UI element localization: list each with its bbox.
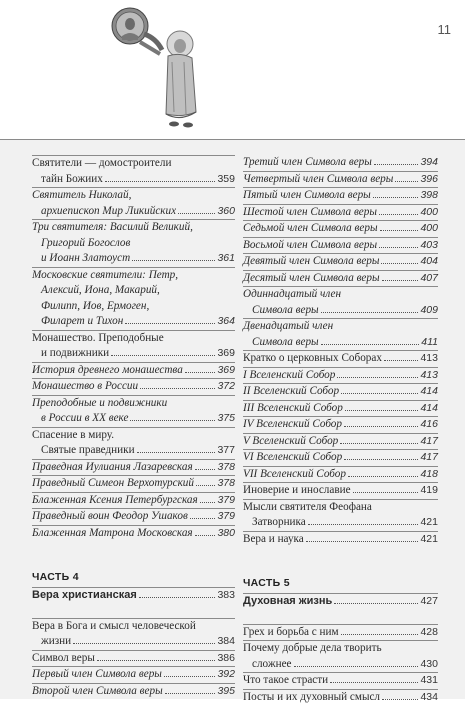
toc-page-number: 416 — [420, 417, 438, 433]
toc-entry-row — [243, 401, 438, 417]
toc-entry-title: Посты и их духовный смысл — [243, 690, 380, 705]
toc-page-number: 384 — [217, 634, 235, 650]
toc-page-number: 434 — [420, 690, 438, 705]
toc-entry-title: IV Вселенский Собор — [243, 417, 342, 433]
toc-entry-title: тайн Божиих — [41, 172, 103, 188]
toc-entry-title: Алексий, Иона, Макарий, — [32, 283, 235, 299]
toc-entry-title: Грех и борьба с ним — [243, 625, 339, 641]
toc-entry — [32, 267, 235, 330]
dot-leader — [379, 238, 418, 248]
toc-entry — [243, 400, 438, 417]
toc-entry-row — [243, 303, 438, 319]
dot-leader — [341, 625, 419, 635]
toc-entry — [243, 318, 438, 350]
toc-entry-title: VII Вселенский Собор — [243, 467, 346, 483]
toc-entry-title: Московские святители: Петр, — [32, 268, 235, 284]
toc-entry-title: сложнее — [252, 657, 292, 673]
part-title-text: Духовная жизнь — [243, 594, 332, 610]
toc-page-number: 400 — [420, 205, 438, 221]
toc-entry-title: Три святителя: Василий Великий, — [32, 220, 235, 236]
saint-with-icon-illustration — [100, 4, 220, 136]
dot-leader — [196, 476, 215, 486]
toc-entry-row — [243, 515, 438, 531]
part-label: ЧАСТЬ 5 — [243, 577, 438, 589]
toc-entry-row — [32, 411, 235, 427]
toc-entry-row — [243, 368, 438, 384]
dot-leader — [97, 651, 216, 661]
toc-entry — [243, 270, 438, 287]
toc-entry — [32, 683, 235, 700]
dot-leader — [348, 467, 419, 477]
toc-entry-row — [243, 335, 438, 351]
toc-entry-title: Первый член Символа веры — [32, 667, 162, 683]
toc-entry-row — [32, 651, 235, 667]
dot-leader — [105, 172, 216, 182]
toc-page-number: 398 — [420, 188, 438, 204]
toc-entry-title: Филарет и Тихон — [41, 314, 123, 330]
dot-leader — [321, 303, 419, 313]
toc-entry-row — [243, 205, 438, 221]
part-spacer — [32, 541, 235, 571]
toc-entry-row — [32, 526, 235, 542]
toc-entry-title: Святители — домостроители — [32, 156, 235, 172]
dot-leader — [384, 351, 419, 361]
toc-entry — [243, 449, 438, 466]
toc-page-number: 413 — [420, 368, 438, 384]
toc-entry-row — [243, 467, 438, 483]
dot-leader — [195, 526, 216, 536]
toc-entry-title: Что такое страсти — [243, 673, 328, 689]
dot-leader — [382, 271, 419, 281]
toc-entry-title: Двенадцатый член — [243, 319, 438, 335]
toc-entry — [32, 525, 235, 542]
dot-leader — [308, 515, 419, 525]
toc-entry-row — [32, 588, 235, 604]
toc-entry-title: Монашество в России — [32, 379, 138, 395]
toc-entry-title: Иноверие и инославие — [243, 483, 351, 499]
toc-entry-title: II Вселенский Собор — [243, 384, 339, 400]
toc-entry-row — [243, 155, 438, 171]
dot-leader — [379, 205, 419, 215]
toc-page-number: 430 — [420, 657, 438, 673]
toc-entry-title: Девятый член Символа веры — [243, 254, 379, 270]
toc-page-number: 431 — [420, 673, 438, 689]
toc-entry-title: История древнего монашества — [32, 363, 183, 379]
dot-leader — [185, 363, 216, 373]
toc-entry-title: Преподобные и подвижники — [32, 396, 235, 412]
toc-entry-title: и Иоанн Златоуст — [41, 251, 130, 267]
toc-entry-row — [243, 172, 438, 188]
dot-leader — [111, 346, 215, 356]
toc-entry-row — [32, 634, 235, 650]
toc-entry — [243, 416, 438, 433]
toc-entry-title: Одиннадцатый член — [243, 287, 438, 303]
toc-page-number: 421 — [420, 532, 438, 548]
toc-entry — [243, 383, 438, 400]
toc-entry-row — [32, 493, 235, 509]
toc-page-number: 427 — [420, 594, 438, 610]
toc-page-number: 383 — [217, 588, 235, 604]
toc-entry — [32, 155, 235, 187]
toc-entry-title: Праведный воин Феодор Ушаков — [32, 509, 188, 525]
toc-entry — [243, 253, 438, 270]
toc-entry — [243, 155, 438, 171]
toc-entry-title: Праведный Симеон Верхотурский — [32, 476, 194, 492]
toc-page-number: 396 — [420, 172, 438, 188]
toc-entry-row — [243, 188, 438, 204]
toc-entry — [243, 204, 438, 221]
toc-page-number: 403 — [420, 238, 438, 254]
part-title-text: Вера христианская — [32, 588, 137, 604]
toc-page-number: 413 — [420, 351, 438, 367]
dot-leader — [294, 657, 419, 667]
toc-entry-row — [243, 673, 438, 689]
toc-entry — [243, 624, 438, 641]
toc-entry-row — [243, 657, 438, 673]
toc-entry-row — [32, 460, 235, 476]
toc-entry-row — [243, 625, 438, 641]
toc-page-number: 372 — [217, 379, 235, 395]
toc-page-number: 364 — [217, 314, 235, 330]
toc-page-number: 407 — [420, 271, 438, 287]
page-number: 11 — [438, 22, 452, 37]
toc-entry-row — [32, 684, 235, 700]
toc-entry-title: и подвижники — [41, 346, 109, 362]
dot-leader — [353, 483, 419, 493]
toc-entry — [32, 492, 235, 509]
dot-leader — [334, 594, 418, 604]
part-label: ЧАСТЬ 4 — [32, 571, 235, 583]
dot-leader — [139, 588, 216, 598]
toc-entry-row — [32, 314, 235, 330]
dot-leader — [382, 690, 418, 700]
toc-entry-row — [32, 667, 235, 683]
toc-entry-title: Четвертый член Символа веры — [243, 172, 393, 188]
toc-entry-title: Восьмой член Символа веры — [243, 238, 377, 254]
toc-entry-title: Символа веры — [252, 303, 319, 319]
toc-page-number: 361 — [217, 251, 235, 267]
toc-page-number: 369 — [217, 363, 235, 379]
toc-page-number: 379 — [217, 509, 235, 525]
toc-entry-title: I Вселенский Собор — [243, 368, 335, 384]
toc-entry-row — [243, 690, 438, 705]
dot-leader — [178, 204, 215, 214]
toc-entry-title: Праведная Иулиания Лазаревская — [32, 460, 193, 476]
toc-entry-title: Мысли святителя Феофана — [243, 500, 438, 516]
toc-page-number: 369 — [217, 346, 235, 362]
toc-entry — [32, 618, 235, 650]
dot-leader — [344, 450, 418, 460]
toc-entry-row — [32, 476, 235, 492]
toc-entry-title: Седьмой член Символа веры — [243, 221, 378, 237]
toc-entry-title: Святитель Николай, — [32, 188, 235, 204]
dot-leader — [130, 411, 215, 421]
toc-page-number: 414 — [420, 384, 438, 400]
toc-entry-title: Спасение в миру. — [32, 428, 235, 444]
toc-page-number: 375 — [217, 411, 235, 427]
part-title — [243, 593, 438, 610]
dot-leader — [73, 634, 215, 644]
toc-entry-title: Монашество. Преподобные — [32, 331, 235, 347]
toc-right-column — [243, 155, 438, 705]
toc-page-number: 379 — [217, 493, 235, 509]
toc-page-number: 417 — [420, 434, 438, 450]
toc-entry — [243, 640, 438, 672]
dot-leader — [195, 460, 216, 470]
toc-entry-title: Кратко о церковных Соборах — [243, 351, 382, 367]
toc-entry — [32, 219, 235, 267]
toc-entry-title: Святые праведники — [41, 443, 135, 459]
dot-leader — [374, 155, 419, 165]
dot-leader — [380, 221, 419, 231]
toc-page-number: 359 — [217, 172, 235, 188]
toc-entry-row — [243, 351, 438, 367]
toc-entry-title: Третий член Символа веры — [243, 155, 372, 171]
toc-entry-title: Символ веры — [32, 651, 95, 667]
dot-leader — [200, 493, 216, 503]
toc-page-number: 378 — [217, 460, 235, 476]
toc-entry — [243, 171, 438, 188]
toc-entry — [32, 475, 235, 492]
dot-leader — [164, 667, 216, 677]
toc-entry — [32, 650, 235, 667]
part-spacer — [243, 610, 438, 624]
toc-entry — [243, 187, 438, 204]
toc-entry-title: Символа веры — [252, 335, 319, 351]
toc-entry-row — [32, 379, 235, 395]
toc-entry-title: в России в XX веке — [41, 411, 128, 427]
toc-entry — [243, 220, 438, 237]
toc-entry-row — [243, 483, 438, 499]
toc-page-number: 380 — [217, 526, 235, 542]
toc-page-number: 392 — [217, 667, 235, 683]
toc-entry-row — [32, 251, 235, 267]
toc-page-number: 409 — [420, 303, 438, 319]
toc-page-number: 428 — [420, 625, 438, 641]
dot-leader — [306, 532, 419, 542]
part-title — [32, 587, 235, 604]
toc-page-number: 400 — [420, 221, 438, 237]
toc-entry — [32, 666, 235, 683]
toc-entry-title: Затворника — [252, 515, 306, 531]
toc-entry-row — [243, 384, 438, 400]
toc-entry-row — [243, 254, 438, 270]
toc-entry-title: Десятый член Символа веры — [243, 271, 380, 287]
dot-leader — [321, 335, 420, 345]
header-rule — [0, 139, 465, 140]
toc-page-number: 411 — [421, 335, 438, 351]
toc-page-number: 417 — [420, 450, 438, 466]
toc-entry-row — [243, 271, 438, 287]
toc-page-number: 394 — [420, 155, 438, 171]
dot-leader — [125, 314, 215, 324]
dot-leader — [330, 673, 418, 683]
toc-page-number: 395 — [217, 684, 235, 700]
toc-page-number: 386 — [217, 651, 235, 667]
dot-leader — [137, 443, 216, 453]
toc-entry — [32, 508, 235, 525]
toc-entry — [32, 427, 235, 459]
toc-entry — [243, 531, 438, 548]
toc-page-number: 414 — [420, 401, 438, 417]
toc-page-number: 404 — [420, 254, 438, 270]
dot-leader — [344, 417, 418, 427]
toc-entry-row — [32, 204, 235, 220]
toc-entry — [243, 350, 438, 367]
toc-entry-row — [243, 532, 438, 548]
toc-entry-title: VI Вселенский Собор — [243, 450, 342, 466]
toc-page-number: 418 — [420, 467, 438, 483]
toc-entry — [243, 482, 438, 499]
toc-entry-row — [243, 594, 438, 610]
dot-leader — [381, 254, 418, 264]
part-spacer — [32, 604, 235, 618]
toc-entry — [243, 433, 438, 450]
toc-entry-row — [32, 172, 235, 188]
toc-entry-title: Филипп, Иов, Ермоген, — [32, 299, 235, 315]
toc-entry-title: Второй член Символа веры — [32, 684, 163, 700]
dot-leader — [190, 509, 216, 519]
toc-page-number: 419 — [420, 483, 438, 499]
toc-entry-title: Блаженная Ксения Петербургская — [32, 493, 198, 509]
toc-entry-title: Вера и наука — [243, 532, 304, 548]
toc-entry — [243, 367, 438, 384]
dot-leader — [340, 434, 418, 444]
toc-entry-row — [243, 450, 438, 466]
toc-entry — [243, 237, 438, 254]
toc-entry-title: Почему добрые дела творить — [243, 641, 438, 657]
toc-entry — [243, 672, 438, 689]
toc-entry-title: Шестой член Символа веры — [243, 205, 377, 221]
toc-entry — [243, 689, 438, 705]
toc-entry — [32, 362, 235, 379]
dot-leader — [165, 684, 216, 694]
dot-leader — [341, 384, 418, 394]
toc-entry-row — [243, 417, 438, 433]
toc-entry-row — [32, 509, 235, 525]
toc-entry-title: Пятый член Символа веры — [243, 188, 371, 204]
toc-entry-row — [243, 238, 438, 254]
toc-entry — [32, 330, 235, 362]
toc-page-number: 378 — [217, 476, 235, 492]
toc-entry-row — [32, 443, 235, 459]
toc-entry-row — [243, 221, 438, 237]
toc-entry-title: Блаженная Матрона Московская — [32, 526, 193, 542]
toc-page-number: 377 — [217, 443, 235, 459]
toc-entry-title: III Вселенский Собор — [243, 401, 343, 417]
toc-entry — [32, 459, 235, 476]
toc-entry-title: архиепископ Мир Ликийских — [41, 204, 176, 220]
toc-entry-title: V Вселенский Собор — [243, 434, 338, 450]
toc-entry — [32, 187, 235, 219]
toc-entry — [243, 499, 438, 531]
toc-page-number: 360 — [217, 204, 235, 220]
dot-leader — [132, 251, 215, 261]
toc-entry-title: Вера в Бога и смысл человеческой — [32, 619, 235, 635]
part-spacer — [243, 547, 438, 577]
toc-entry-row — [32, 346, 235, 362]
toc-entry-row — [32, 363, 235, 379]
toc-left-column — [32, 155, 235, 699]
dot-leader — [140, 379, 215, 389]
toc-entry — [32, 378, 235, 395]
toc-entry-title: жизни — [41, 634, 71, 650]
toc-entry — [243, 286, 438, 318]
toc-entry — [32, 395, 235, 427]
toc-entry-title: Григорий Богослов — [32, 236, 235, 252]
toc-entry-row — [243, 434, 438, 450]
dot-leader — [337, 368, 418, 378]
dot-leader — [345, 401, 419, 411]
dot-leader — [395, 172, 418, 182]
toc-entry — [243, 466, 438, 483]
dot-leader — [373, 188, 419, 198]
toc-page-number: 421 — [420, 515, 438, 531]
